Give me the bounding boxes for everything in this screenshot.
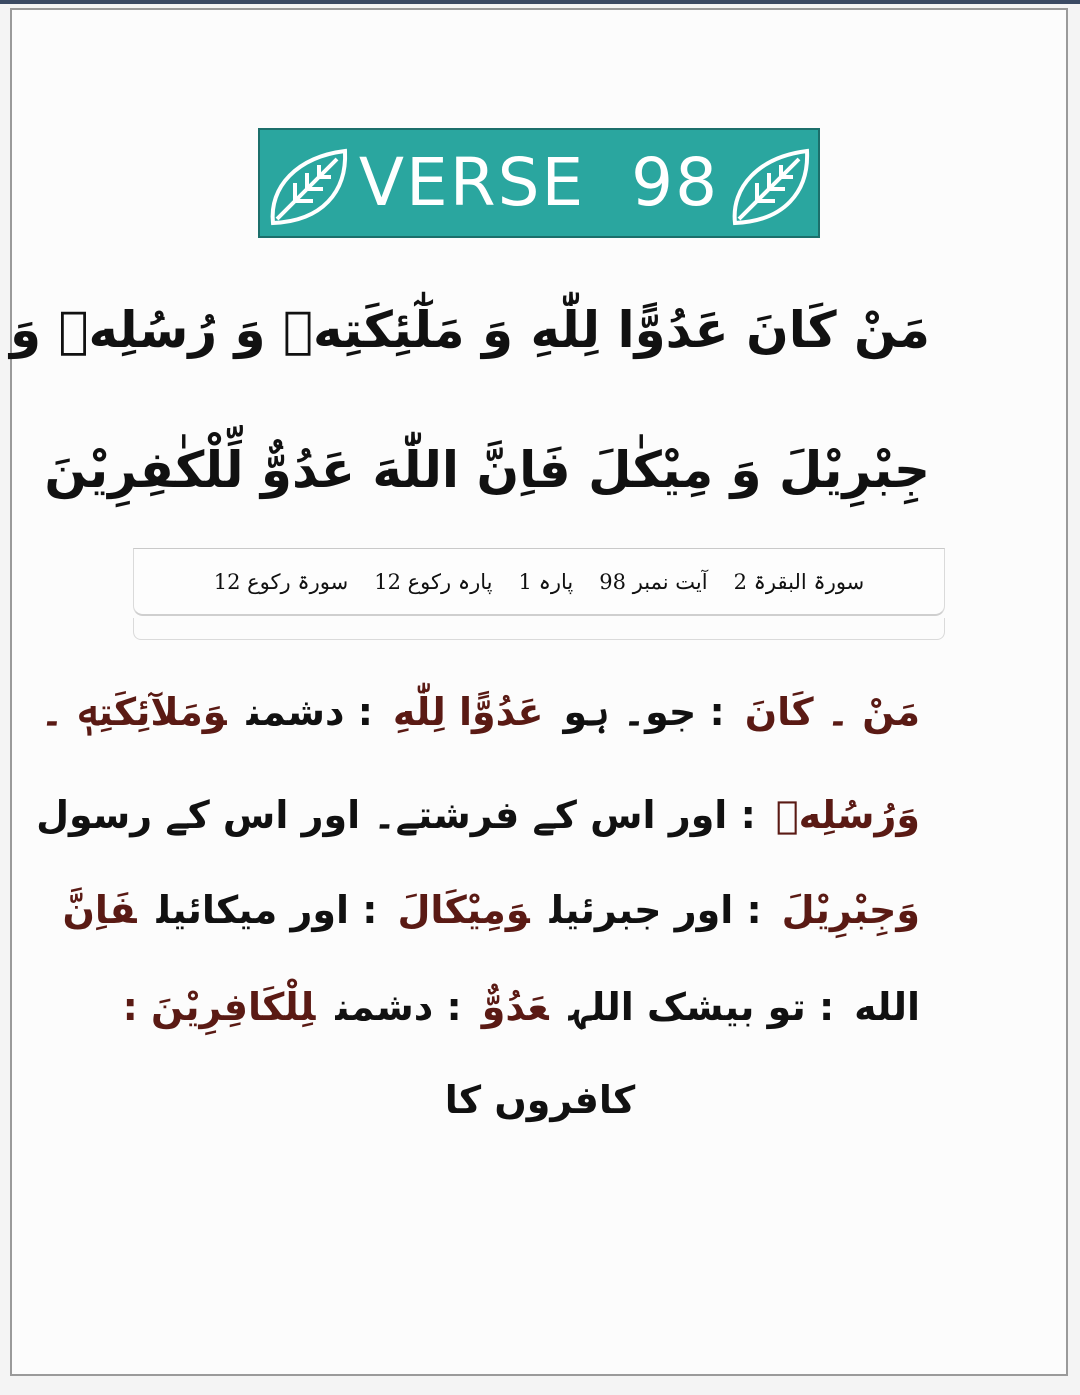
surah-reference: سورۃ البقرۃ 2: [733, 569, 865, 594]
arabic-word: لِلْكَافِرِيْنَ :: [122, 985, 316, 1029]
leaf-icon: [267, 137, 349, 229]
arabic-word: وَجِبْرِيْلَ: [781, 888, 920, 932]
verse-banner: [258, 128, 820, 238]
surah-ruku: سورۃ رکوع 12: [213, 569, 349, 594]
urdu-meaning: : اور اس کے فرشتے۔ اور اس کے رسول: [36, 793, 756, 837]
arabic-word: عَدُوٌّ: [481, 985, 549, 1029]
arabic-word: وَمِيْكَالَ: [397, 888, 530, 932]
translation-line-1: [40, 690, 930, 736]
urdu-meaning: : دشمن: [246, 690, 373, 734]
arabic-word: وَرُسُلِهٖ: [775, 793, 920, 837]
arabic-word: مَنْ ۔ كَانَ: [744, 690, 920, 734]
arabic-word: فَاِنَّ: [62, 888, 137, 932]
reference-divider: [133, 618, 945, 640]
urdu-meaning: الله: [854, 985, 920, 1029]
leaf-icon: [729, 137, 811, 229]
arabic-verse-line-2: جِبْرِيْلَ وَ مِيْكٰلَ فَاِنَّ اللّٰهَ عَدُوٌّ لِّلْكٰفِرِيْنَ: [44, 441, 930, 499]
urdu-meaning: کافروں کا: [444, 1078, 636, 1122]
ayat-number: آیت نمبر 98: [599, 569, 708, 594]
verse-reference: [133, 548, 945, 616]
para-number: پارہ 1: [518, 569, 574, 594]
urdu-meaning: : تو بیشک اللہ: [568, 985, 835, 1029]
arabic-verse-line-1: مَنْ كَانَ عَدُوًّا لِلّٰهِ وَ مَلٰٓئِكَتِهٖ وَ رُسُلِهٖ وَ: [9, 301, 930, 359]
urdu-meaning: : اور جبرئیل: [549, 888, 762, 932]
top-strip: [0, 0, 1080, 4]
translation-line-5: [150, 1078, 930, 1124]
arabic-word: عَدُوًّا لِلّٰهِ: [392, 690, 544, 734]
verse-title: VERSE 98: [358, 144, 720, 221]
translation-line-2: [36, 793, 930, 839]
translation-line-3: [62, 888, 930, 934]
para-ruku: پارہ رکوع 12: [374, 569, 493, 594]
urdu-meaning: : دشمن: [335, 985, 462, 1029]
translation-line-4: [122, 985, 930, 1031]
urdu-meaning: : جو۔ ہو: [563, 690, 725, 734]
arabic-word: وَمَلآئِكَتِهٖ ۔: [40, 690, 227, 734]
urdu-meaning: : اور میکائیل: [156, 888, 378, 932]
